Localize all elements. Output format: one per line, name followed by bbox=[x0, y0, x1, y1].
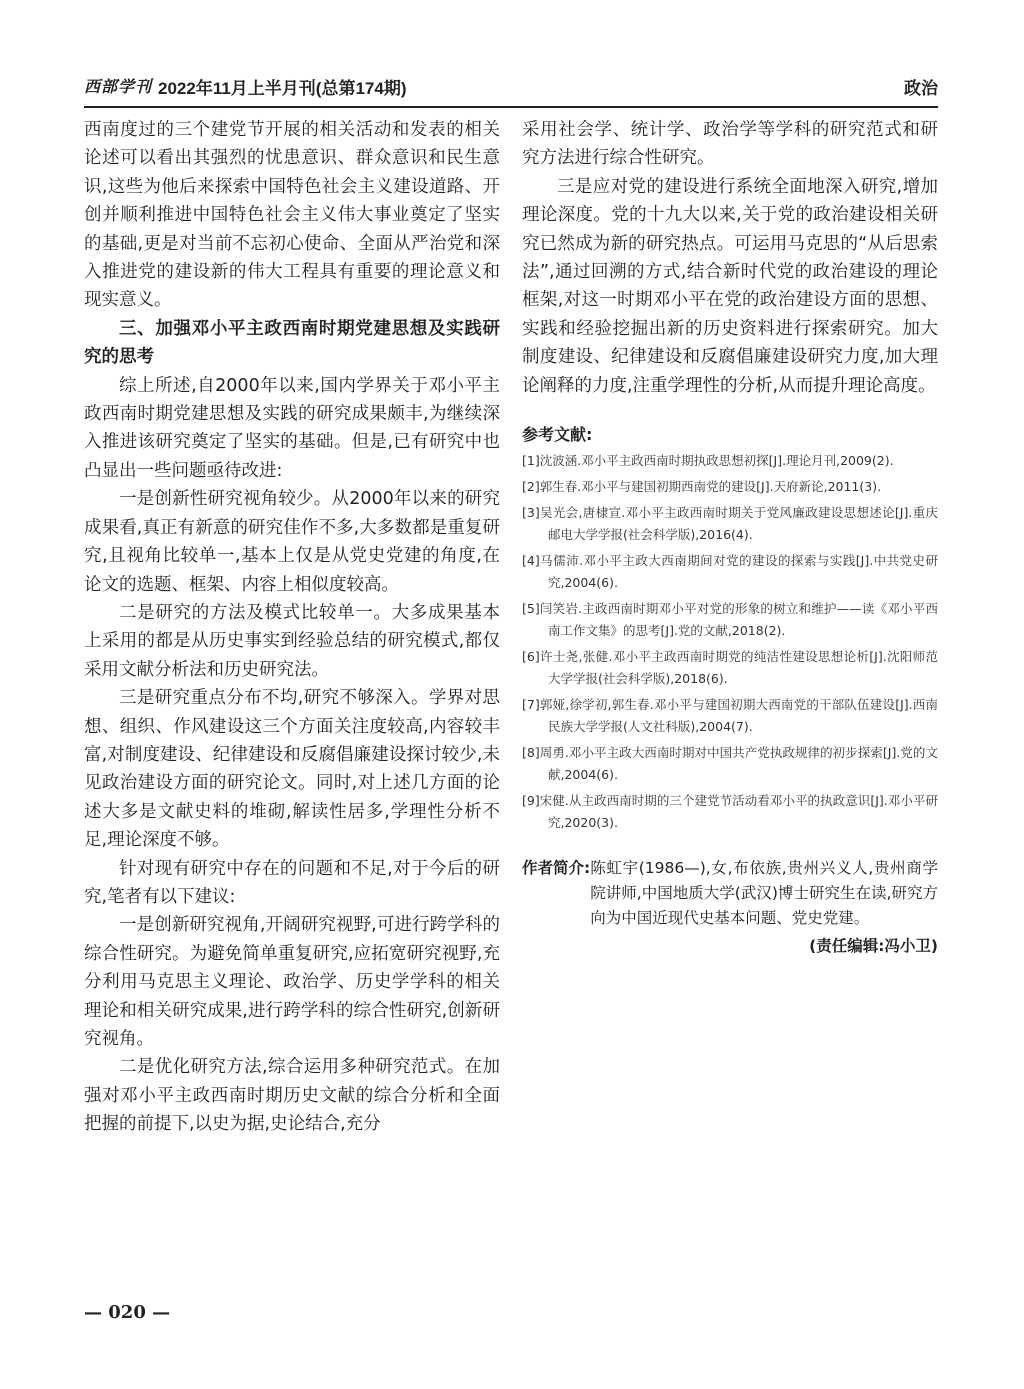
reference-item: [8]周勇.邓小平主政大西南时期对中国共产党执政规律的初步探索[J].党的文献,2004(6). bbox=[522, 745, 938, 783]
responsible-editor: (责任编辑:冯小卫) bbox=[809, 937, 938, 956]
right-column bbox=[522, 116, 938, 959]
section-label: 政治 bbox=[904, 79, 938, 98]
reference-item: [6]许士尧,张健.邓小平主政西南时期党的纯洁性建设思想论析[J].沈阳师范大学学报(社会科学版),2018(6). bbox=[522, 649, 938, 687]
paragraph: 二是研究的方法及模式比较单一。大多成果基本上采用的都是从历史事实到经验总结的研究模式,都仅采用文献分析法和历史研究法。 bbox=[84, 602, 500, 680]
reference-list bbox=[522, 450, 938, 834]
paragraph: 综上所述,自2000年以来,国内学界关于邓小平主政西南时期党建思想及实践的研究成果颇丰,为继续深入推进该研究奠定了坚实的基础。但是,已有研究中也凸显出一些问题亟待改进: bbox=[84, 375, 500, 481]
reference-item: [4]马儒沛.邓小平主政大西南期间对党的建设的探索与实践[J].中共党史研究,2004(6). bbox=[522, 553, 938, 591]
author-bio bbox=[522, 856, 938, 931]
left-column bbox=[84, 116, 500, 1139]
references-title: 参考文献: bbox=[522, 425, 593, 445]
reference-item: [7]郭娅,徐学初,郭生春.邓小平与建国初期大西南党的干部队伍建设[J].西南民族大学学报(人文社科版),2004(7). bbox=[522, 697, 938, 735]
reference-item: [9]宋健.从主政西南时期的三个建党节活动看邓小平的执政意识[J].邓小平研究,2020(3). bbox=[522, 793, 938, 831]
journal-masthead: 西部学刊 bbox=[84, 77, 153, 96]
section-heading: 三、加强邓小平主政西南时期党建思想及实践研究的思考 bbox=[84, 318, 500, 368]
author-bio-text: 陈虹宇(1986—),女,布依族,贵州兴义人,贵州商学院讲师,中国地质大学(武汉)博士研究生在读,研究方向为中国近现代史基本问题、党史党建。 bbox=[590, 859, 938, 928]
reference-item: [2]郭生春.邓小平与建国初期西南党的建设[J].天府新论,2011(3). bbox=[522, 479, 882, 495]
paragraph: 采用社会学、统计学、政治学等学科的研究范式和研究方法进行综合性研究。 bbox=[522, 120, 938, 169]
reference-item: [5]闫笑岩.主政西南时期邓小平对党的形象的树立和维护——读《邓小平西南工作文集》的思考[J].党的文献,2018(2). bbox=[522, 601, 938, 639]
reference-item: [3]吴光会,唐棣宣.邓小平主政西南时期关于党风廉政建设思想述论[J].重庆邮电大学学报(社会科学版),2016(4). bbox=[522, 505, 938, 543]
author-bio-label: 作者简介: bbox=[522, 859, 591, 878]
paragraph: 三是研究重点分布不均,研究不够深入。学界对思想、组织、作风建设这三个方面关注度较高,内容较丰富,对制度建设、纪律建设和反腐倡廉建设探讨较少,未见政治建设方面的研究论文。同时,对上述几方面的论述大多是文献史料的堆砌,解读性居多,学理性分析不足,理论深度不够。 bbox=[84, 688, 500, 851]
paragraph: 一是创新研究视角,开阔研究视野,可进行跨学科的综合性研究。为避免简单重复研究,应拓宽研究视野,充分利用马克思主义理论、政治学、历史学学科的相关理论和相关研究成果,进行跨学科的综合性研究,创新研究视角。 bbox=[84, 915, 500, 1049]
paragraph: 西南度过的三个建党节开展的相关活动和发表的相关论述可以看出其强烈的忧患意识、群众意识和民生意识,这些为他后来探索中国特色社会主义建设道路、开创并顺利推进中国特色社会主义伟大事业奠定了坚实的基础,更是对当前不忘初心使命、全面从严治党和深入推进党的建设新的伟大工程具有重要的理论意义和现实意义。 bbox=[84, 120, 500, 311]
paragraph: 二是优化研究方法,综合运用多种研究范式。在加强对邓小平主政西南时期历史文献的综合分析和全面把握的前提下,以史为据,史论结合,充分 bbox=[84, 1057, 500, 1135]
paragraph: 一是创新性研究视角较少。从2000年以来的研究成果看,真正有新意的研究佳作不多,大多数都是重复研究,且视角比较单一,基本上仅是从党史党建的角度,在论文的选题、框架、内容上相似度较高。 bbox=[84, 489, 500, 595]
issue-info: 2022年11月上半月刊(总第174期) bbox=[158, 79, 407, 98]
running-header bbox=[84, 70, 938, 108]
reference-item: [1]沈波涵.邓小平主政西南时期执政思想初探[J].理论月刊,2009(2). bbox=[522, 453, 894, 469]
paragraph: 针对现有研究中存在的问题和不足,对于今后的研究,笔者有以下建议: bbox=[84, 858, 500, 907]
page-number: — 020 — bbox=[84, 1302, 171, 1323]
paragraph: 三是应对党的建设进行系统全面地深入研究,增加理论深度。党的十九大以来,关于党的政治建设相关研究已然成为新的研究热点。可运用马克思的“从后思索法”,通过回溯的方式,结合新时代党的政治建设的理论框架,对这一时期邓小平在党的政治建设方面的思想、实践和经验挖掘出新的历史资料进行探索研究。加大制度建设、纪律建设和反腐倡廉建设研究力度,加大理论阐释的力度,注重学理性的分析,从而提升理论高度。 bbox=[522, 176, 938, 396]
